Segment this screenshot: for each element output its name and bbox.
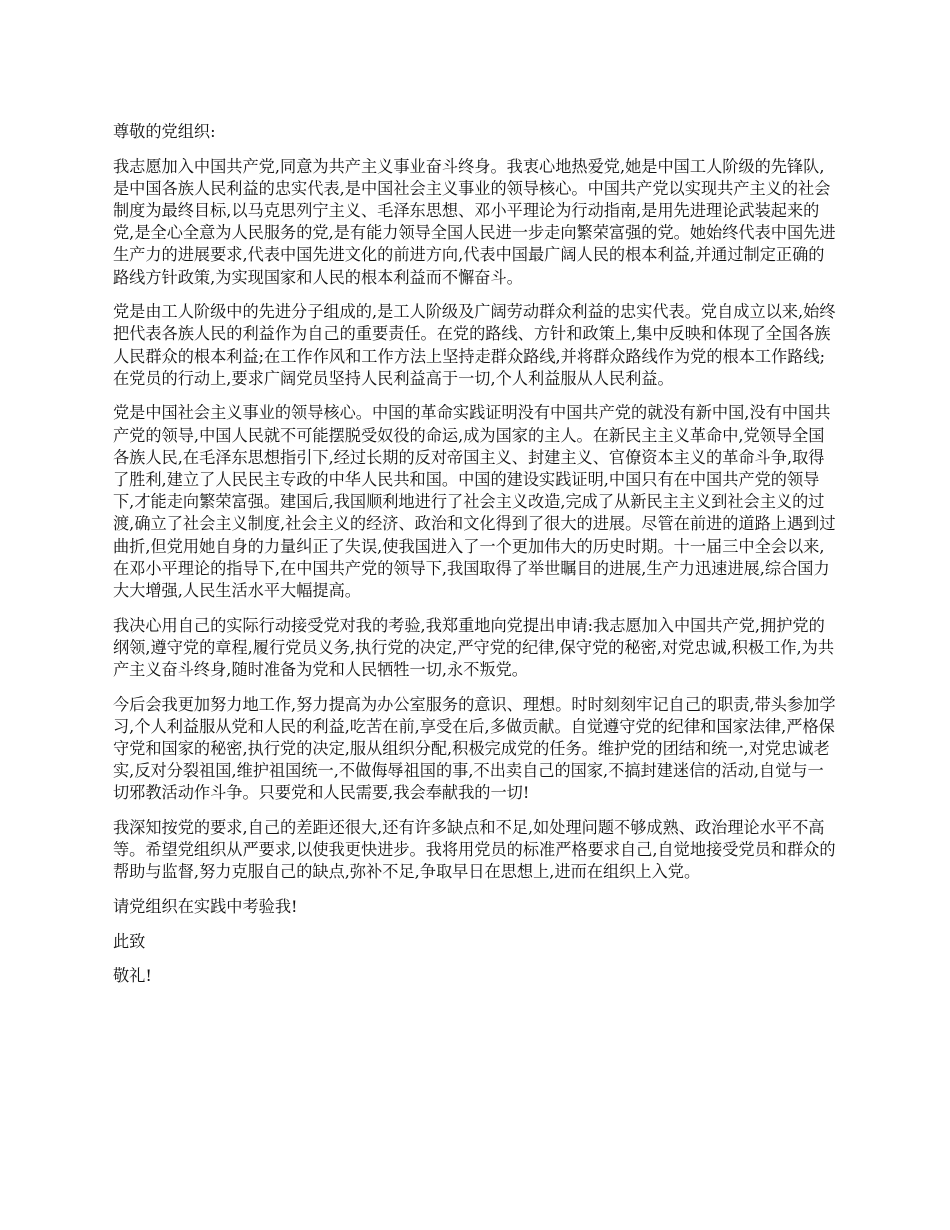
salutation: 尊敬的党组织:: [113, 122, 216, 141]
closing-request: 请党组织在实践中考验我!: [113, 897, 298, 917]
paragraph-party-leadership: 党是中国社会主义事业的领导核心。中国的革命实践证明没有中国共产党的就没有新中国,没有中国共产党的领导,中国人民就不可能摆脱受奴役的命运,成为国家的主人。在新民主主义革命中,党领导全国各族人民,在毛泽东思想指引下,经过长期的反对帝国主义、封建主义、官僚资本主义的革命斗争,取得了胜利,建立了人民民主专政的中华人民共和国。中国的建设实践证明,中国只有在中国共产党的领导下,才能走向繁荣富强。建国后,我国顺利地进行了社会主义改造,完成了从新民主主义到社会主义的过渡,确立了社会主义制度,社会主义的经济、政治和文化得到了很大的进展。尽管在前进的道路上遇到过曲折,但党用她自身的力量纠正了失误,使我国进入了一个更加伟大的历史时期。十一届三中全会以来,在邓小平理论的指导下,在中国共产党的领导下,我国取得了举世瞩目的进展,生产力迅速进展,综合国力大大增强,人民生活水平大幅提高。: [113, 403, 836, 601]
paragraph-self-assessment: 我深知按党的要求,自己的差距还很大,还有许多缺点和不足,如处理问题不够成熟、政治理论水平不高等。希望党组织从严要求,以使我更快进步。我将用党员的标准严格要求自己,自觉地接受党员和群众的帮助与监督,努力克服自己的缺点,弥补不足,争取早日在思想上,进而在组织上入党。: [113, 818, 836, 882]
paragraph-application-statement: 我志愿加入中国共产党,同意为共产主义事业奋斗终身。我衷心地热爱党,她是中国工人阶级的先锋队,是中国各族人民利益的忠实代表,是中国社会主义事业的领导核心。中国共产党以实现共产主义的社会制度为最终目标,以马克思列宁主义、毛泽东思想、邓小平理论为行动指南,是用先进理论武装起来的党,是全心全意为人民服务的党,是有能力领导全国人民进一步走向繁荣富强的党。她始终代表中国先进生产力的进展要求,代表中国先进文化的前进方向,代表中国最广阔人民的根本利益,并通过制定正确的路线方针政策,为实现国家和人民的根本利益而不懈奋斗。: [113, 156, 836, 287]
letter-body: [113, 121, 838, 1000]
closing-cizhi: 此致: [113, 931, 146, 951]
paragraph-party-composition: 党是由工人阶级中的先进分子组成的,是工人阶级及广阔劳动群众利益的忠实代表。党自成立以来,始终把代表各族人民的利益作为自己的重要责任。在党的路线、方针和政策上,集中反映和体现了全国各族人民群众的根本利益;在工作作风和工作方法上坚持走群众路线,并将群众路线作为党的根本工作路线;在党员的行动上,要求广阔党员坚持人民利益高于一切,个人利益服从人民利益。: [113, 302, 836, 388]
closing-jingli: 敬礼!: [113, 966, 152, 986]
paragraph-pledge: 我决心用自己的实际行动接受党对我的考验,我郑重地向党提出申请:我志愿加入中国共产党,拥护党的纲领,遵守党的章程,履行党员义务,执行党的决定,严守党的纪律,保守党的秘密,对党忠诚,积极工作,为共产主义奋斗终身,随时准备为党和人民牺牲一切,永不叛党。: [113, 615, 835, 680]
paragraph-future-work: 今后会我更加努力地工作,努力提高为办公室服务的意识、理想。时时刻刻牢记自己的职责,带头参加学习,个人利益服从党和人民的利益,吃苦在前,享受在后,多做贡献。自觉遵守党的纪律和国家法律,严格保守党和国家的秘密,执行党的决定,服从组织分配,积极完成党的任务。维护党的团结和统一,对党忠诚老实,反对分裂祖国,维护祖国统一,不做侮辱祖国的事,不出卖自己的国家,不搞封建迷信的活动,自觉与一切邪教活动作斗争。只要党和人民需要,我会奉献我的一切!: [113, 694, 836, 803]
